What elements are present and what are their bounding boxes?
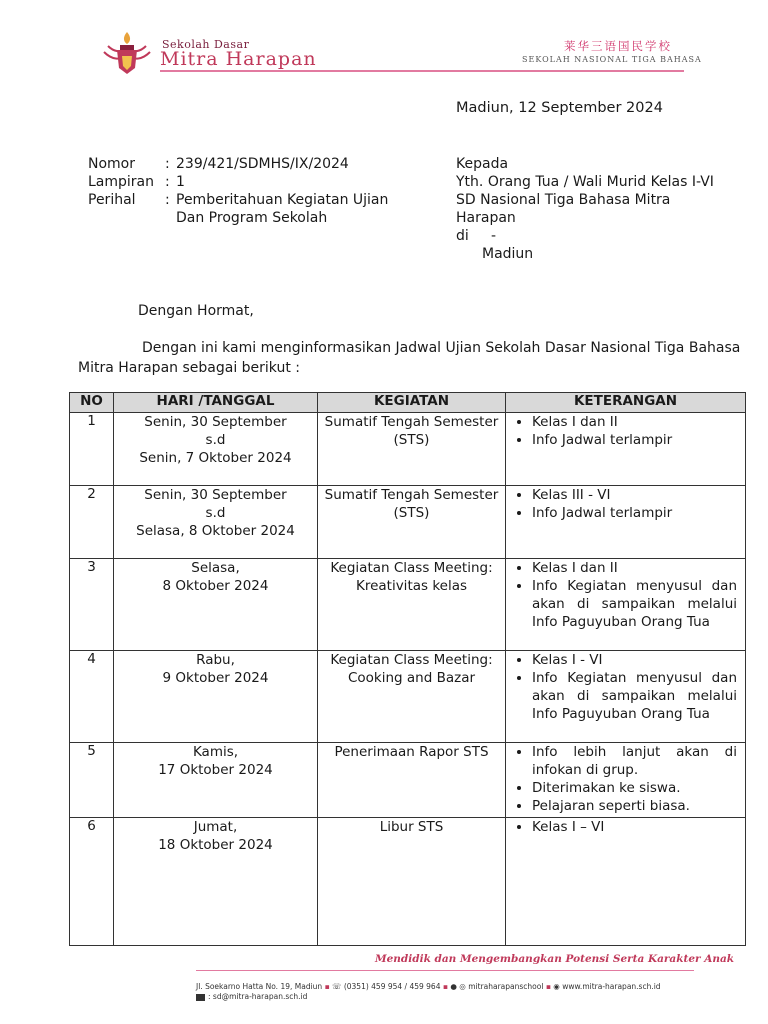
note-item: • Kelas III - VI bbox=[532, 486, 737, 504]
meta-key: Nomor bbox=[88, 156, 135, 172]
date-line: Jumat, bbox=[193, 819, 238, 835]
table-header-row bbox=[70, 393, 746, 413]
row-activity bbox=[318, 651, 506, 743]
schedule-table bbox=[69, 392, 746, 946]
meta-colon: : bbox=[165, 156, 170, 172]
note-item: • Info Kegiatan menyusul dan akan di sampaikan melalui Info Paguyuban Orang Tua bbox=[532, 577, 737, 631]
notes-list bbox=[506, 743, 745, 815]
facebook-icon: ● bbox=[450, 982, 457, 991]
row-number: 4 bbox=[70, 651, 114, 743]
activity-line: Sumatif Tengah Semester bbox=[324, 414, 499, 430]
date-line: s.d bbox=[205, 432, 226, 448]
recipient-city: Madiun bbox=[482, 246, 534, 262]
footer-address: Jl. Soekarno Hatta No. 19, Madiun bbox=[196, 982, 323, 991]
meta-key: Lampiran bbox=[88, 174, 155, 190]
note-item: • Info lebih lanjut akan di infokan di grup. bbox=[532, 743, 737, 779]
row-date bbox=[114, 818, 318, 946]
header-divider bbox=[160, 70, 684, 72]
intro-paragraph: Dengan ini kami menginformasikan Jadwal Ujian Sekolah Dasar Nasional Tiga Bahasa Mitra Harapan sebagai berikut : bbox=[78, 340, 741, 376]
date-line: Kamis, bbox=[192, 744, 239, 760]
activity-line: Kegiatan Class Meeting: bbox=[330, 560, 493, 576]
activity-line: (STS) bbox=[393, 432, 430, 448]
notes-list bbox=[506, 818, 745, 836]
meta-value: 239/421/SDMHS/IX/2024 bbox=[176, 156, 349, 172]
activity-line: Kreativitas kelas bbox=[355, 578, 468, 594]
date-line: Rabu, bbox=[196, 652, 235, 668]
row-activity bbox=[318, 413, 506, 486]
table-row bbox=[70, 413, 746, 486]
notes-list bbox=[506, 559, 745, 631]
date-line: Senin, 30 September bbox=[144, 414, 287, 430]
footer-contacts: Jl. Soekarno Hatta No. 19, Madiun ▪ ☏ (0351) 459 954 / 459 964 ▪ ● ◎ mitraharapanschool ▪ ◉ www.mitra-harapan.sch.id bbox=[196, 982, 661, 991]
activity-line: Sumatif Tengah Semester bbox=[324, 487, 499, 503]
recipient-line: Yth. Orang Tua / Wali Murid Kelas I-VI bbox=[456, 174, 714, 190]
school-type: Sekolah Dasar bbox=[162, 38, 250, 51]
table-row bbox=[70, 651, 746, 743]
row-number: 5 bbox=[70, 743, 114, 818]
date-line: Selasa, bbox=[191, 560, 240, 576]
meta-value: 1 bbox=[176, 174, 185, 190]
row-date bbox=[114, 413, 318, 486]
meta-key: Perihal bbox=[88, 192, 136, 208]
meta-colon: : bbox=[165, 174, 170, 190]
row-date bbox=[114, 559, 318, 651]
meta-row-number bbox=[88, 155, 396, 173]
header-date: HARI /TANGGAL bbox=[114, 393, 318, 413]
footer-phone: (0351) 459 954 / 459 964 bbox=[343, 982, 441, 991]
activity-line: Kegiatan Class Meeting: bbox=[330, 652, 493, 668]
table-row bbox=[70, 818, 746, 946]
date-line: 9 Oktober 2024 bbox=[162, 670, 269, 686]
footer-tagline: Mendidik dan Mengembangkan Potensi Serta Karakter Anak bbox=[375, 953, 735, 965]
row-activity bbox=[318, 559, 506, 651]
activity-line: (STS) bbox=[393, 505, 430, 521]
email-icon bbox=[196, 994, 205, 1001]
row-number: 3 bbox=[70, 559, 114, 651]
recipient-line: Kepada bbox=[456, 156, 509, 172]
row-notes bbox=[506, 651, 746, 743]
phone-icon: ☏ bbox=[332, 982, 342, 991]
letter-date: Madiun, 12 September 2024 bbox=[456, 100, 663, 116]
recipient-line: SD Nasional Tiga Bahasa Mitra bbox=[456, 192, 671, 208]
globe-icon: ◉ bbox=[553, 982, 560, 991]
meta-row-attachment bbox=[88, 173, 396, 191]
school-chinese-name: 莱华三语国民学校 bbox=[564, 39, 672, 53]
date-line: Senin, 30 September bbox=[144, 487, 287, 503]
activity-line: Libur STS bbox=[379, 819, 444, 835]
activity-line: Penerimaan Rapor STS bbox=[334, 744, 489, 760]
row-number: 1 bbox=[70, 413, 114, 486]
note-item: • Kelas I – VI bbox=[532, 818, 737, 836]
footer-social: mitraharapanschool bbox=[468, 982, 544, 991]
school-subtitle: SEKOLAH NASIONAL TIGA BAHASA bbox=[522, 55, 702, 64]
row-activity bbox=[318, 486, 506, 559]
recipient-block bbox=[456, 155, 714, 263]
note-item: • Diterimakan ke siswa. bbox=[532, 779, 737, 797]
row-notes bbox=[506, 818, 746, 946]
row-number: 6 bbox=[70, 818, 114, 946]
row-activity bbox=[318, 818, 506, 946]
school-name: Mitra Harapan bbox=[160, 48, 317, 70]
note-item: • Info Jadwal terlampir bbox=[532, 431, 737, 449]
footer-website: www.mitra-harapan.sch.id bbox=[562, 982, 661, 991]
row-notes bbox=[506, 559, 746, 651]
note-item: • Kelas I dan II bbox=[532, 559, 737, 577]
note-item: • Kelas I - VI bbox=[532, 651, 737, 669]
note-item: • Kelas I dan II bbox=[532, 413, 737, 431]
notes-list bbox=[506, 651, 745, 723]
recipient-line: Harapan bbox=[456, 210, 516, 226]
footer-email: sd@mitra-harapan.sch.id bbox=[212, 992, 308, 1001]
instagram-icon: ◎ bbox=[459, 982, 466, 991]
notes-list bbox=[506, 413, 745, 449]
row-notes bbox=[506, 486, 746, 559]
footer-divider bbox=[196, 970, 694, 971]
school-logo bbox=[100, 28, 154, 76]
date-line: 18 Oktober 2024 bbox=[158, 837, 273, 853]
row-number: 2 bbox=[70, 486, 114, 559]
date-line: Selasa, 8 Oktober 2024 bbox=[136, 523, 295, 539]
meta-value: Pemberitahuan Kegiatan Ujian Dan Program Sekolah bbox=[176, 192, 389, 226]
letter-meta bbox=[88, 155, 396, 227]
row-date bbox=[114, 486, 318, 559]
date-line: 8 Oktober 2024 bbox=[162, 578, 269, 594]
date-line: 17 Oktober 2024 bbox=[158, 762, 273, 778]
meta-row-subject bbox=[88, 191, 396, 227]
table-row bbox=[70, 486, 746, 559]
recipient-line: di - bbox=[456, 228, 497, 244]
header-no: NO bbox=[70, 393, 114, 413]
footer-email-row: : sd@mitra-harapan.sch.id bbox=[196, 992, 307, 1001]
activity-line: Cooking and Bazar bbox=[347, 670, 476, 686]
note-item: • Info Jadwal terlampir bbox=[532, 504, 737, 522]
row-notes bbox=[506, 413, 746, 486]
greeting: Dengan Hormat, bbox=[138, 303, 254, 319]
date-line: s.d bbox=[205, 505, 226, 521]
note-item: • Pelajaran seperti biasa. bbox=[532, 797, 737, 815]
meta-colon: : bbox=[165, 192, 170, 208]
header-notes: KETERANGAN bbox=[506, 393, 746, 413]
row-activity bbox=[318, 743, 506, 818]
row-date bbox=[114, 743, 318, 818]
date-line: Senin, 7 Oktober 2024 bbox=[139, 450, 292, 466]
row-date bbox=[114, 651, 318, 743]
table-row bbox=[70, 559, 746, 651]
notes-list bbox=[506, 486, 745, 522]
table-row bbox=[70, 743, 746, 818]
header-activity: KEGIATAN bbox=[318, 393, 506, 413]
note-item: • Info Kegiatan menyusul dan akan di sampaikan melalui Info Paguyuban Orang Tua bbox=[532, 669, 737, 723]
row-notes bbox=[506, 743, 746, 818]
